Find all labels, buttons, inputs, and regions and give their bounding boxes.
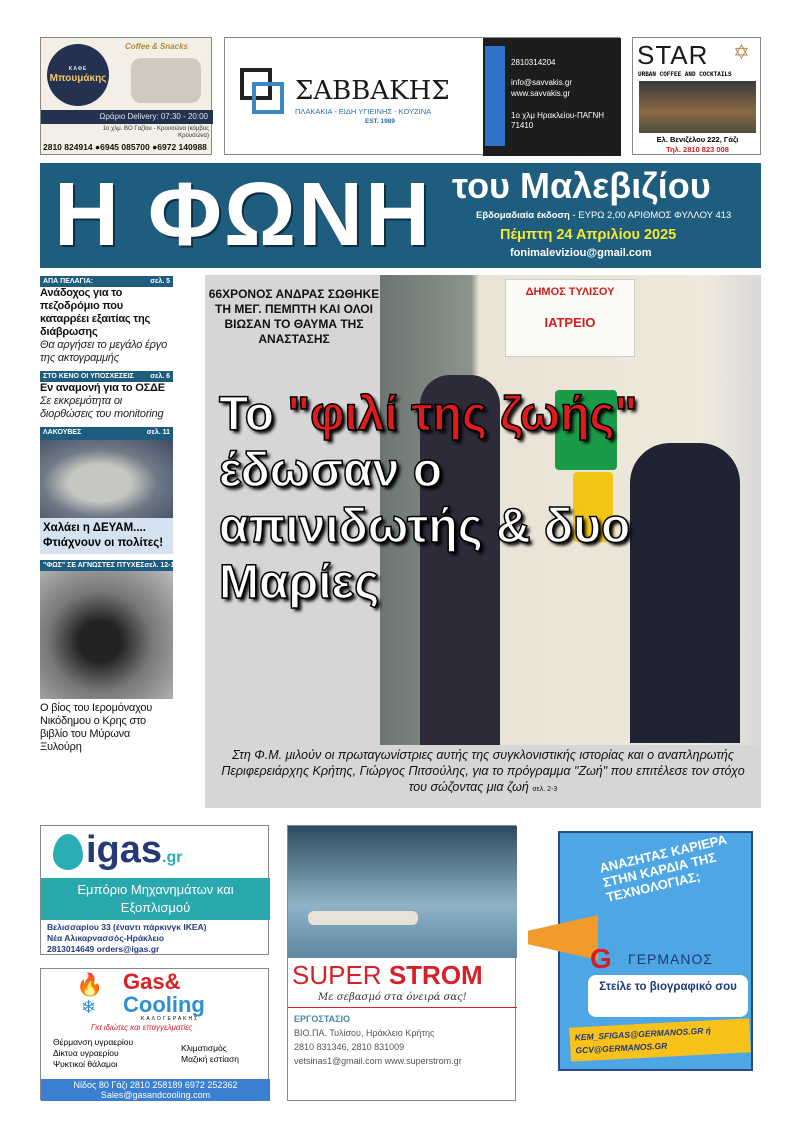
- sidebar-story[interactable]: [40, 276, 173, 365]
- ad-cta: Στείλε το βιογραφικό σου: [588, 975, 748, 1017]
- phone-text: 2810314204: [511, 58, 556, 67]
- story-subhead: Σε εκκρεμότητα οι διορθώσεις του monitoring: [40, 395, 164, 420]
- page-ref: σελ. 11: [146, 429, 170, 436]
- address-text: 1ο χλμ Ηρακλείου-ΠΑΓΝΗ 71410: [511, 111, 605, 130]
- ad-slogan: Με σεβασμό στα όνειρά σας!: [318, 992, 467, 1003]
- story-subhead: Θα αργήσει το μεγάλο έργο της ακτογραμμής: [40, 339, 167, 364]
- ad-superstrom: [287, 825, 516, 1101]
- superstrom-logo: SUPER STROM: [292, 960, 483, 990]
- germanos-logo-icon: G: [590, 943, 612, 974]
- cafe-photo: [639, 81, 756, 133]
- ad-est: EST. 1989: [365, 118, 395, 125]
- newspaper-title: Η ΦΩΝΗ: [54, 165, 433, 265]
- ad-subtitle: ΠΛΑΚΑΚΙΑ - ΕΙΔΗ ΥΓΙΕΙΝΗΣ - ΚΟΥΖΙΝΑ: [295, 107, 432, 116]
- ad-band: Εμπόριο Μηχανημάτων και Εξοπλισμού: [41, 878, 270, 920]
- ad-contact: Νίδος 80 Γάζι 2810 258189 6972 252362 Sales@gasandcooling.com: [41, 1079, 270, 1101]
- ad-headline: ΑΝΑΖΗΤΑΣ ΚΑΡΙΕΡΑ ΣΤΗΝ ΚΑΡΔΙΑ ΤΗΣ ΤΕΧΝΟΛΟΓΙΑΣ;: [598, 831, 729, 905]
- logo-name: Μπουμάκης: [49, 72, 107, 84]
- star-icon: ✡: [733, 42, 750, 64]
- lead-caption: Στη Φ.Μ. μιλούν οι πρωταγωνίστριες αυτής της συγκλονιστικής ιστορίας και ο αναπληρωτής Περιφερειάρχης Κρήτης, Γιώργος Πιτσούλης, για το πρόγραμμα "Ζωή" που επιτέλεσε τον στόχο του σώζοντας μια ζωή σελ. 2-3: [221, 748, 745, 794]
- story-tag: ΑΠΑ ΠΕΛΑΓΙΑ:: [43, 278, 94, 285]
- coffee-logo: [47, 44, 109, 106]
- ad-address: Ελ. Βενιζέλου 222, Γάζι: [656, 135, 739, 144]
- email-text: info@savvakis.gr: [511, 78, 573, 87]
- story-headline: Ανάδοχος για το πεζοδρόμιο που καταρρέει εξαιτίας της διάβρωσης: [40, 287, 151, 338]
- ad-brand: ΓΕΡΜΑΝΟΣ: [628, 951, 714, 967]
- page-ref: σελ. 2-3: [532, 786, 558, 793]
- delivery-hours: Ωράριο Delivery: 07:30 - 20:00: [41, 110, 213, 124]
- monk-photo: [40, 571, 173, 699]
- contact-email: fonimaleviziou@gmail.com: [510, 247, 652, 259]
- ad-subtitle: URBAN COFFEE AND COCKTAILS: [638, 71, 732, 78]
- issue-date: Πέμπτη 24 Απριλίου 2025: [500, 227, 677, 243]
- story-headline: Χαλάει η ΔΕΥΑΜ.... Φτιάχνουν οι πολίτες!: [40, 518, 173, 554]
- page-ref: σελ. 6: [150, 373, 170, 380]
- story-tag: ΛΑΚΟΥΒΕΣ: [43, 429, 82, 436]
- clinic-sign: ΔΗΜΟΣ ΤΥΛΙΣΟΥ ΙΑΤΡΕΙΟ: [505, 279, 635, 357]
- newspaper-subtitle: του Μαλεβιζίου: [452, 165, 711, 206]
- story-headline: Εν αναμονή για το ΟΣΔΕ: [40, 382, 165, 394]
- lead-headline: Το "φιλί της ζωής" έδωσαν ο απινιδωτής & δυο Μαρίες: [219, 388, 638, 609]
- snowflake-icon: ❄: [81, 997, 97, 1017]
- ad-contact: Βελισσαρίου 33 (έναντι πάρκινγκ ΙΚΕΑ) Νέα Αλικαρνασσός-Ηράκλειο 2813014649 orders@igas.gr: [47, 922, 207, 954]
- story-tag: ΣΤΟ ΚΕΝΟ ΟΙ ΥΠΟΣΧΕΣΕΙΣ: [43, 373, 134, 380]
- ad-coffee-mpoumakis: [40, 37, 212, 155]
- ad-phones: 2810 824914 ●6945 085700 ●6972 140988: [43, 142, 207, 152]
- ad-star-cafe: [632, 37, 761, 155]
- logo-kicker: ΚΑΦΕ: [68, 65, 88, 72]
- sandwich-image: [131, 58, 201, 103]
- page-ref: σελ. 5: [150, 278, 170, 285]
- ad-germanos: [528, 825, 762, 1103]
- story-headline: Ο βίος του Ιερομόναχου Νικόδημου ο Κρης στο βιβλίο του Μύρωνα Ξυλούρη: [40, 702, 153, 753]
- ad-savvakis: [224, 37, 620, 155]
- igas-logo: igas.gr: [86, 829, 183, 871]
- services-left: Θέρμανση υγραερίου Δίκτυα υγραερίου Ψυκτικοί θάλαμοι: [53, 1037, 134, 1069]
- ad-contact: ΕΡΓΟΣΤΑΣΙΟ ΒΙΟ.ΠΑ. Τυλίσου, Ηράκλειο Κρήτης 2810 831346, 2810 831009 vetsinas1@gmail.com www.superstrom.gr: [294, 1014, 462, 1066]
- flame-drop-icon: [53, 834, 83, 870]
- web-text: www.savvakis.gr: [511, 89, 571, 98]
- ad-phone: Τηλ. 2810 823 008: [666, 145, 729, 154]
- logo-square-icon: [252, 82, 284, 114]
- sidebar-story[interactable]: [40, 560, 179, 754]
- ad-brand: STAR: [637, 40, 709, 70]
- sidebar: [40, 276, 179, 754]
- lead-story[interactable]: [205, 275, 761, 808]
- ad-gas-cooling: 🔥 ❄ Gas& Cooling ΚΑΛΟΓΕΡΑΚΗΣ Για ιδιώτες και επαγγελματίες Θέρμανση υγραερίου Δίκτυα υγραερίου Ψυκτικοί θάλαμοι Κλιματισμός Μαζική εστίαση Νίδος 80 Γάζι 2810 258189 6972 252362 Sales@gasandcooling.com: [40, 968, 269, 1100]
- page-ref: σελ. 12-13: [144, 562, 179, 569]
- ad-emails: KEM_SFIGAS@GERMANOS.GR ή GCV@GERMANOS.GR: [569, 1018, 751, 1061]
- masthead: [40, 163, 761, 268]
- pothole-photo: [40, 440, 173, 518]
- ad-igas: [40, 825, 269, 955]
- sidebar-story[interactable]: [40, 427, 173, 554]
- sidebar-story[interactable]: [40, 371, 173, 421]
- edition-info: Εβδομαδιαία έκδοση - ΕΥΡΩ 2,00 ΑΡΙΘΜΟΣ ΦΥΛΛΟΥ 413: [476, 210, 732, 221]
- ad-brand: ΣΑΒΒΑΚΗΣ: [295, 76, 450, 106]
- story-kicker: 66ΧΡΟΝΟΣ ΑΝΔΡΑΣ ΣΩΘΗΚΕ ΤΗ ΜΕΓ. ΠΕΜΠΤΗ ΚΑΙ ΟΛΟΙ ΒΙΩΣΑΝ ΤΟ ΘΑΥΜΑ ΤΗΣ ΑΝΑΣΤΑΣΗΣ: [208, 287, 380, 346]
- mattress-sea-photo: [288, 826, 517, 958]
- person-right: [630, 443, 740, 743]
- ad-address: 1ο χλμ. ΒΟ Γαζίου - Κρουσώνα (κόμβος Κρουσώνα): [102, 126, 209, 139]
- story-tag: "ΦΩΣ" ΣΕ ΑΓΝΩΣΤΕΣ ΠΤΥΧΕΣ: [43, 562, 145, 569]
- flame-icon: 🔥: [76, 972, 104, 997]
- ad-slogan: Coffee & Snacks: [125, 42, 188, 51]
- services-right: Κλιματισμός Μαζική εστίαση: [181, 1043, 239, 1064]
